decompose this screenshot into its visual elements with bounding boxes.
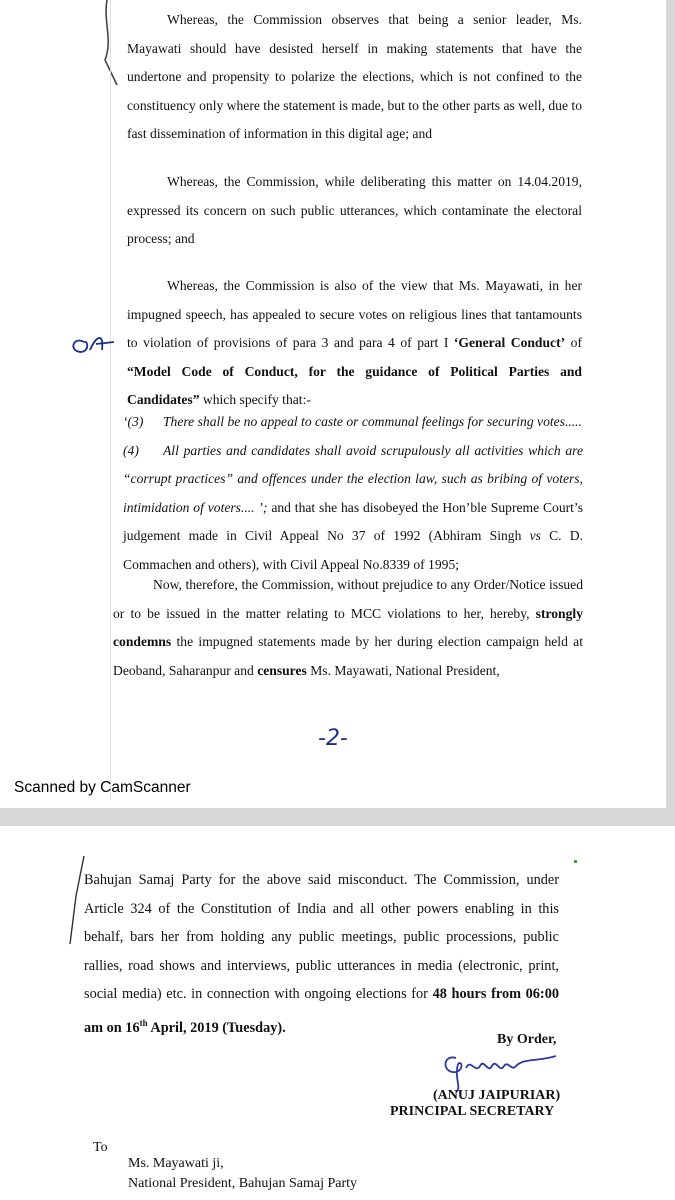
censures-text: censures: [257, 662, 307, 678]
paragraph-deliberation-text: Whereas, the Commission, while deliberating this matter on 14.04.2019, expressed its concern on such public utterances, which contaminate the electoral process; and: [127, 174, 582, 246]
quote-item-4-number: (4): [123, 442, 139, 458]
quote-item-3-text: There shall be no appeal to caste or communal feelings for securing votes.....: [163, 414, 582, 429]
quote-block: [123, 408, 583, 579]
document-page-2: [0, 826, 675, 1200]
page-fold-line: [110, 0, 111, 800]
versus-text: vs: [529, 528, 541, 543]
paragraph-ban: [84, 866, 559, 1042]
to-label: To: [93, 1140, 108, 1155]
addressee-name: Ms. Mayawati ji,: [128, 1156, 224, 1171]
page-number: -2-: [318, 726, 348, 751]
ban-duration-text: 48 hours from 06:00 am on 16: [84, 986, 559, 1036]
paragraph-view-text: Whereas, the Commission is also of the view that Ms. Mayawati, in her impugned speech, has appealed to secure votes on religious lines that tantamounts to violation of provisions of para 3 and para 4 of part I: [127, 278, 582, 350]
paragraph-order: [113, 571, 583, 685]
addressee-title: National President, Bahujan Samaj Party: [128, 1176, 358, 1191]
strongly-condemns-text: strongly condemns: [113, 605, 583, 649]
signatory-title: PRINCIPAL SECRETARY: [390, 1104, 555, 1119]
paragraph-order-middle: the impugned statements made by her during election campaign held at Deoband, Saharanpur and: [113, 634, 583, 678]
paragraph-order-tail: Ms. Mayawati, National President,: [306, 662, 500, 678]
quote-item-4-text: All parties and candidates shall avoid scrupulously all activities which are “corrupt practices” and offences under the election law, such as bribing of voters, intimidation of voters.... ’;: [123, 442, 583, 515]
ban-date-suffix: th: [139, 1017, 148, 1028]
quote-item-3-number: ‘(3): [123, 414, 144, 429]
supreme-court-text: and that she has disobeyed the Hon’ble Supreme Court’s judgement made in Civil Appeal No 37 of 1992 (Abhiram Singh: [123, 499, 583, 543]
general-conduct-label: ‘General Conduct’: [453, 335, 566, 350]
paragraph-view-connector: of: [565, 335, 582, 350]
paragraph-view-tail: which specify that:-: [199, 392, 311, 407]
quote-item-3: [123, 408, 583, 437]
scan-speck: [574, 860, 577, 863]
quote-item-4: [123, 437, 583, 580]
paragraph-deliberation: [127, 168, 582, 254]
paragraph-ban-text: Bahujan Samaj Party for the above said misconduct. The Commission, under Article 324 of the Constitution of India and all other powers enabling in this behalf, bars her from holding any public meetings, public processions, public rallies, road shows and interviews, public utterances in media (electronic, print, social media) etc. in connection with ongoing elections for: [84, 872, 559, 1002]
paragraph-view: [127, 272, 582, 415]
ban-date-text: April, 2019 (Tuesday).: [147, 1019, 286, 1036]
supreme-court-text-tail: C. D. Commachen and others), with Civil Appeal No.8339 of 1995;: [123, 528, 583, 572]
paragraph-observation-text: Whereas, the Commission observes that being a senior leader, Ms. Mayawati should have desisted herself in making statements that have the undertone and propensity to polarize the elections, which is not confined to the constituency only where the statement is made, but to the other parts as well, due to fast dissemination of information in this digital age; and: [127, 12, 582, 141]
paragraph-observation: [127, 6, 582, 149]
paragraph-order-text: Now, therefore, the Commission, without prejudice to any Order/Notice issued or to be issued in the matter relating to MCC violations to her, hereby,: [113, 577, 583, 621]
mcc-title: “Model Code of Conduct, for the guidance of Political Parties and Candidates”: [127, 363, 582, 407]
signatory-name: (ANUJ JAIPURIAR): [433, 1088, 561, 1103]
scanner-watermark: Scanned by CamScanner: [14, 779, 191, 796]
initials-mark: [66, 330, 116, 360]
signature: [436, 1044, 566, 1094]
by-order-label: By Order,: [497, 1032, 557, 1047]
